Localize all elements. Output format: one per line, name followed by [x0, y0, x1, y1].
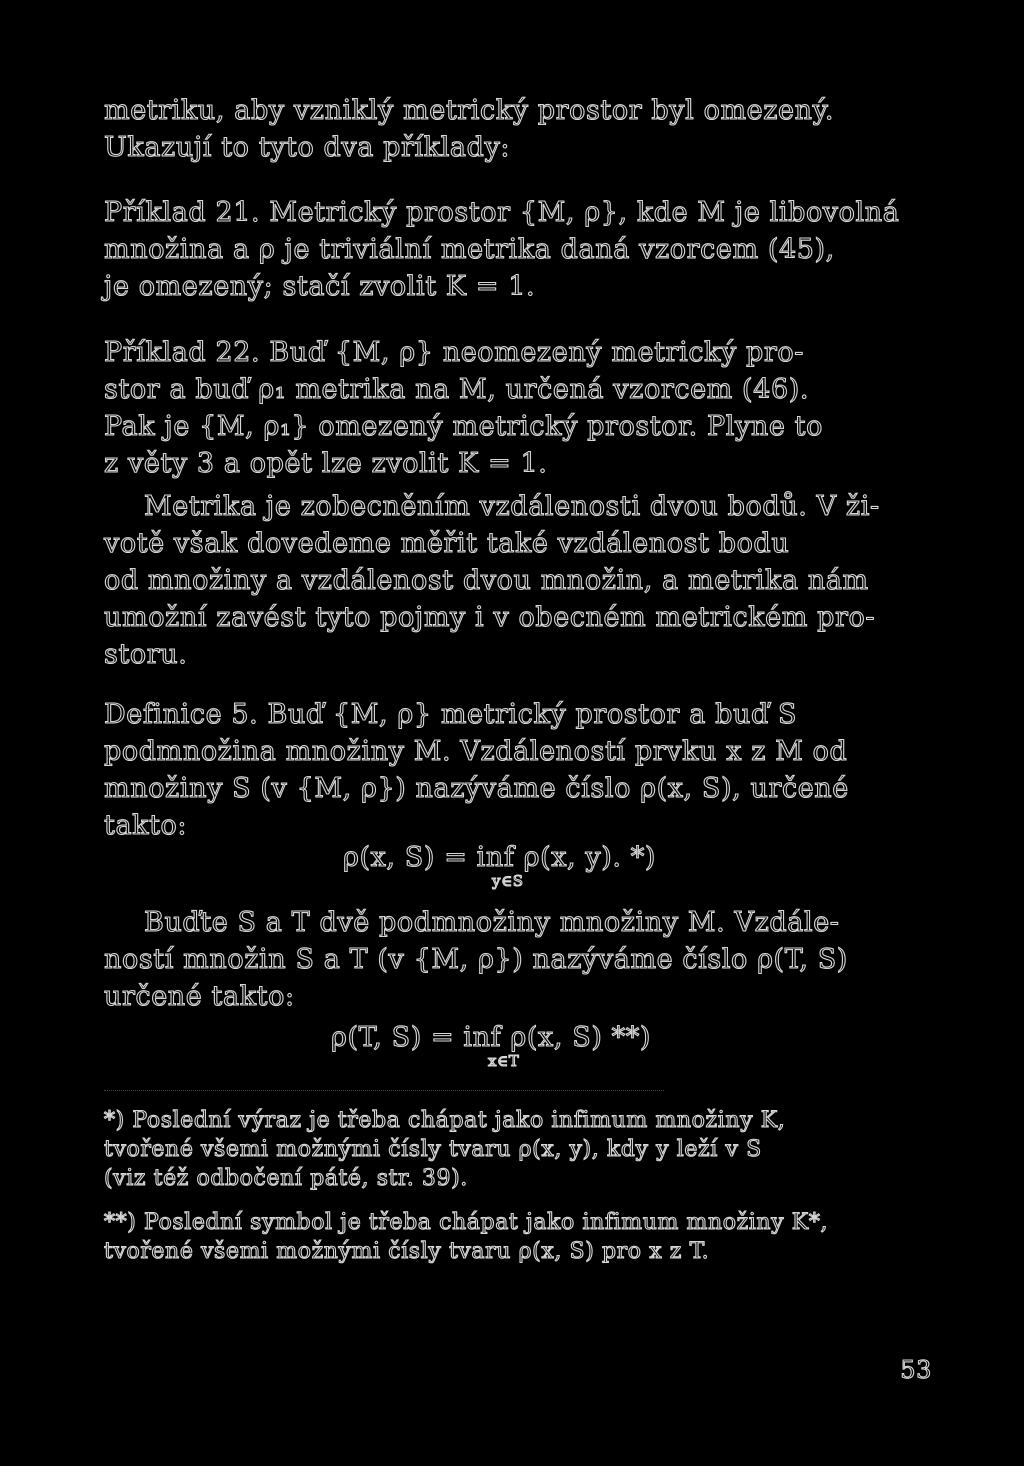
text-line: Buďte S a T dvě podmnožiny množiny M. Vzdále- [144, 907, 840, 938]
set-distance-paragraph [104, 904, 932, 1015]
text-line: Příklad 22. Buď {M, ρ} neomezený metrický pro- [104, 337, 805, 368]
text-line: votě však dovedeme měřit také vzdálenost bodu [104, 528, 790, 559]
text-line: stor a buď ρ₁ metrika na M, určená vzorcem (46). [104, 374, 810, 405]
text-line: určené takto: [104, 981, 295, 1012]
example-22 [104, 334, 932, 482]
text-line: množina a ρ je triviální metrika daná vzorcem (45), [104, 234, 835, 265]
footnote-1 [104, 1106, 932, 1193]
text-line: Definice 5. Buď {M, ρ} metrický prostor a buď S [104, 699, 798, 730]
text-line: ností množin S a T (v {M, ρ}) nazýváme číslo ρ(T, S) [104, 944, 848, 975]
formula-set-set-distance: ρ(T, S) = inf ρ(x, S) **) [331, 1022, 651, 1053]
definition-5 [104, 696, 932, 844]
example-21 [104, 194, 932, 305]
text-line: Příklad 21. Metrický prostor {M, ρ}, kde M je libovolná [104, 197, 900, 228]
text-line: podmnožina množiny M. Vzdáleností prvku x z M od [104, 736, 848, 767]
text-line: takto: [104, 810, 188, 841]
footnote-line: *) Poslední výraz je třeba chápat jako infimum množiny K, [104, 1108, 786, 1133]
page-number: 53 [900, 1356, 932, 1384]
text-line: Metrika je zobecněním vzdálenosti dvou bodů. V ži- [144, 491, 880, 522]
text-line: z věty 3 a opět lze zvolit K = 1. [104, 448, 548, 479]
formula-point-set-distance: ρ(x, S) = inf ρ(x, y). *) [343, 842, 657, 873]
text-line: množiny S (v {M, ρ}) nazýváme číslo ρ(x, S), určené [104, 773, 849, 804]
text-line: umožní zavést tyto pojmy i v obecném metrickém pro- [104, 602, 876, 633]
text-line: storu. [104, 639, 188, 670]
footnote-line: **) Poslední symbol je třeba chápat jako infimum množiny K*, [104, 1210, 829, 1235]
footnote-divider [104, 1090, 664, 1091]
text-line: od množiny a vzdálenost dvou množin, a metrika nám [104, 565, 869, 596]
text-line: Ukazují to tyto dva příklady: [104, 132, 511, 163]
text-line: Pak je {M, ρ₁} omezený metrický prostor. Plyne to [104, 411, 823, 442]
metric-paragraph [104, 488, 932, 673]
text-line: je omezený; stačí zvolit K = 1. [104, 271, 536, 302]
formula-subscript: x∈T [488, 1052, 520, 1070]
footnote-line: tvořené všemi možnými čísly tvaru ρ(x, S) pro x z T. [104, 1239, 710, 1264]
footnote-line: tvořené všemi možnými čísly tvaru ρ(x, y), kdy y leží v S [104, 1137, 762, 1162]
footnote-line: (viz též odbočení páté, str. 39). [104, 1166, 468, 1191]
intro-text [104, 92, 932, 166]
formula-subscript: y∈S [492, 872, 524, 890]
text-line: metriku, aby vzniklý metrický prostor byl omezený. [104, 95, 835, 126]
footnote-2 [104, 1208, 932, 1266]
